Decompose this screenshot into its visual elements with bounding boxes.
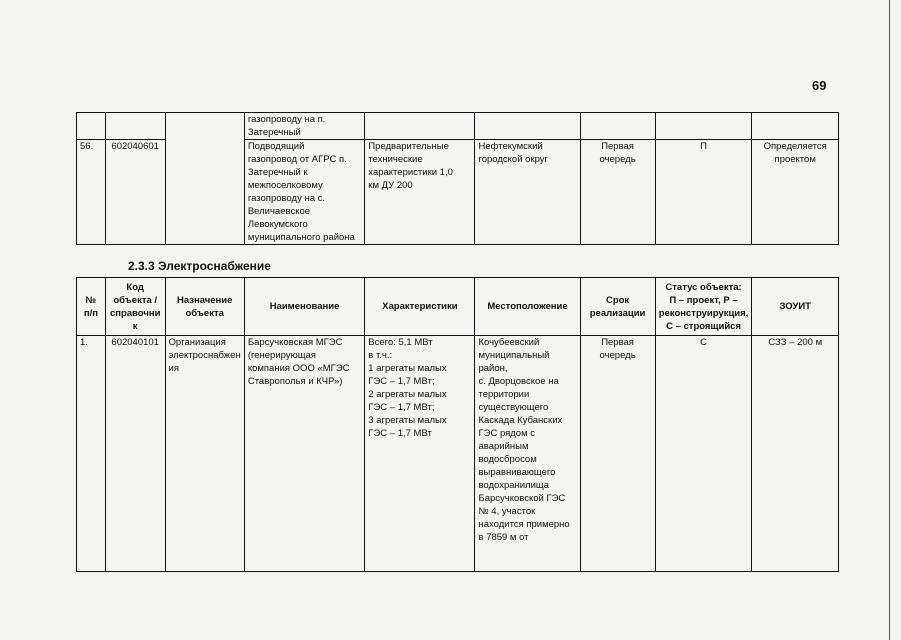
cell-zouit: Определяется проектом [752, 140, 839, 245]
cell-name: Барсучковская МГЭС (генерирующая компания ООО «МГЭС Ставрополья и КЧР») [244, 336, 364, 572]
cell-status: С [655, 336, 752, 572]
header-term: Срок реализации [580, 278, 655, 336]
cell-zouit: СЗЗ – 200 м [752, 336, 839, 572]
header-status: Статус объекта: П – проект, Р – реконструирукция, С – строящийся [655, 278, 752, 336]
cell-num [77, 113, 106, 140]
header-num: № п/п [77, 278, 106, 336]
table-row [77, 113, 839, 140]
cell-status [655, 113, 752, 140]
cell-name: газопроводу на п. Затеречный [244, 113, 364, 140]
cell-name: Подводящий газопровод от АГРС п. Затеречный к межпоселковому газопроводу на с. Величаевское Левокумского муниципального района [244, 140, 364, 245]
cell-num: 1. [77, 336, 106, 572]
page-number: 69 [812, 78, 827, 93]
table-row [77, 336, 839, 572]
section-title: 2.3.3 Электроснабжение [128, 259, 271, 273]
header-location: Местоположение [475, 278, 580, 336]
cell-characteristics: Всего: 5,1 МВт в т.ч.: 1 агрегаты малых ГЭС – 1,7 МВт; 2 агрегаты малых ГЭС – 1,7 МВт; 3 агрегаты малых ГЭС – 1,7 МВт [365, 336, 475, 572]
cell-characteristics [365, 113, 475, 140]
cell-code: 602040101 [105, 336, 165, 572]
cell-term [580, 113, 655, 140]
header-characteristics: Характеристики [365, 278, 475, 336]
cell-location [475, 113, 580, 140]
header-zouit: ЗОУИТ [752, 278, 839, 336]
cell-num: 56. [77, 140, 106, 245]
cell-purpose: Организация электроснабжения [165, 336, 244, 572]
cell-status: П [655, 140, 752, 245]
power-supply-table [76, 277, 839, 572]
cell-zouit [752, 113, 839, 140]
cell-term: Первая очередь [580, 336, 655, 572]
cell-term: Первая очередь [580, 140, 655, 245]
continuation-table [76, 112, 839, 245]
cell-location: Кочубеевский муниципальный район, с. Дворцовское на территории существующего Каскада Кубанских ГЭС рядом с аварийным водосбросом выравнивающего водохранилища Барсучковской ГЭС № 4, участок находится примерно в 7859 м от [475, 336, 580, 572]
cell-location: Нефтекумский городской округ [475, 140, 580, 245]
header-purpose: Назначение объекта [165, 278, 244, 336]
page-edge-line [889, 0, 890, 640]
header-code: Код объекта / справочник [105, 278, 165, 336]
cell-purpose [165, 113, 244, 245]
header-name: Наименование [244, 278, 364, 336]
cell-code [105, 113, 165, 140]
table-header-row [77, 278, 839, 336]
cell-characteristics: Предварительные технические характеристики 1,0 км ДУ 200 [365, 140, 475, 245]
cell-code: 602040601 [105, 140, 165, 245]
